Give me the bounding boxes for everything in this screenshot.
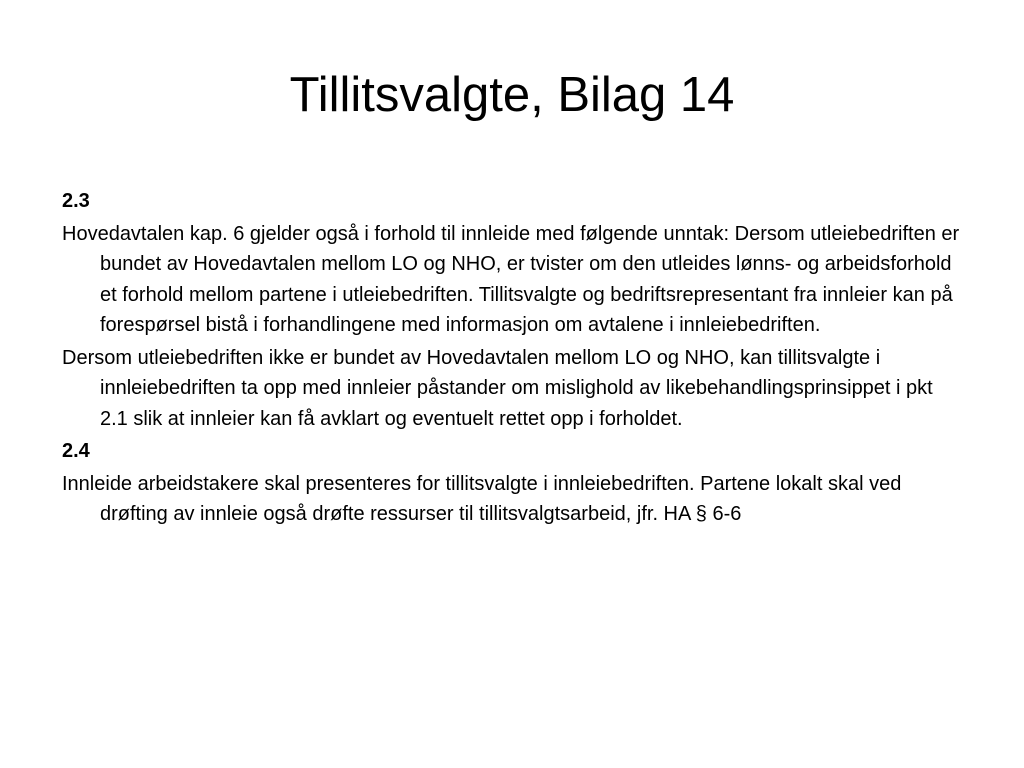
slide-body — [62, 186, 962, 532]
slide-title: Tillitsvalgte, Bilag 14 — [289, 68, 735, 122]
section-number: 2.3 — [62, 190, 90, 212]
paragraph: Innleide arbeidstakere skal presenteres for tillitsvalgte i innleiebedriften. Partene lokalt skal ved drøfting av innleie også drøfte ressurser til tillitsvalgtsarbeid, jfr. HA § 6-6 — [62, 472, 902, 525]
paragraph: Hovedavtalen kap. 6 gjelder også i forhold til innleide med følgende unntak: Dersom utleiebedriften er bundet av Hovedavtalen mellom LO og NHO, er tvister om den utleides lønns- og arbeidsforhold et forhold mellom partene i utleiebedriften. Tillitsvalgte og bedriftsrepresentant fra innleier kan på forespørsel bistå i forhandlingene med informasjon om avtalene i innleiebedriften. — [62, 222, 960, 336]
section-number: 2.4 — [62, 440, 90, 462]
paragraph: Dersom utleiebedriften ikke er bundet av Hovedavtalen mellom LO og NHO, kan tillitsvalgte i innleiebedriften ta opp med innleier påstander om mislighold av likebehandlingsprinsippet i pkt 2.1 slik at innleier kan få avklart og eventuelt rettet opp i forholdet. — [62, 346, 933, 430]
